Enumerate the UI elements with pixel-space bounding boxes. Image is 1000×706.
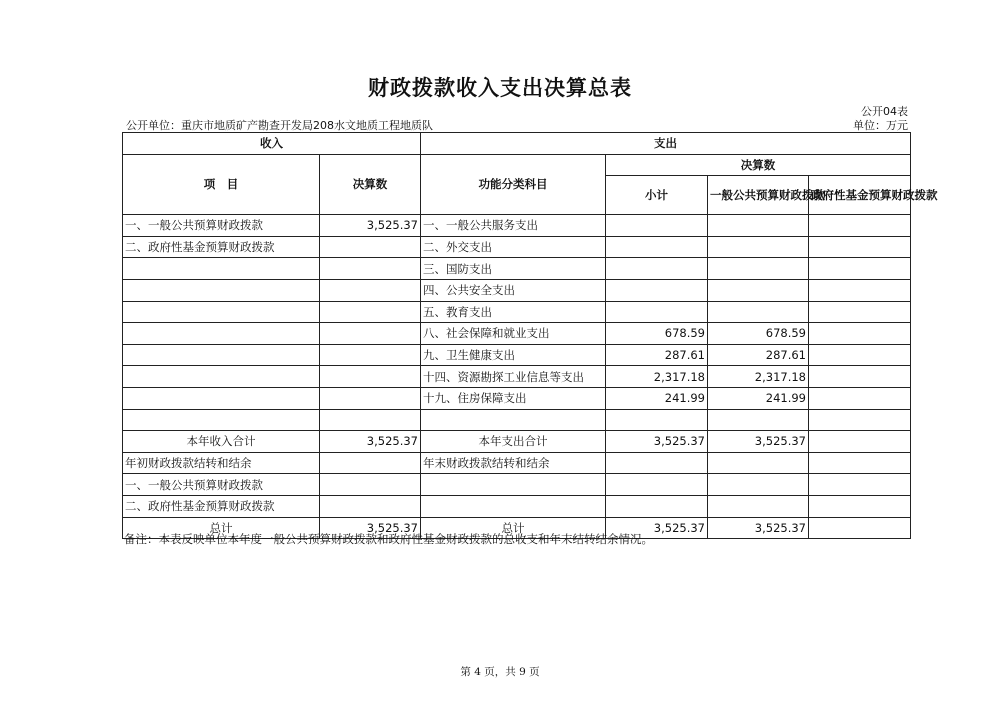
income-amount-cell [320, 279, 421, 301]
income-item-cell [123, 344, 320, 366]
gov-fund-cell [809, 387, 911, 409]
subtotal-cell: 287.61 [606, 344, 708, 366]
general-budget-cell [708, 495, 809, 517]
table-row [123, 409, 911, 431]
income-item-cell [123, 279, 320, 301]
subtotal-header: 小计 [606, 176, 708, 215]
gov-fund-cell [809, 495, 911, 517]
expense-item-cell [421, 409, 606, 431]
income-amount-cell [320, 344, 421, 366]
table-row [123, 323, 911, 345]
income-amount-cell: 3,525.37 [320, 215, 421, 237]
income-item-cell: 年初财政拨款结转和结余 [123, 452, 320, 474]
table-row [123, 258, 911, 280]
table-row [123, 344, 911, 366]
expense-item-cell [421, 495, 606, 517]
gov-fund-cell [809, 236, 911, 258]
table-row [123, 366, 911, 388]
expense-item-cell: 十四、资源勘探工业信息等支出 [421, 366, 606, 388]
income-item-cell [123, 323, 320, 345]
gov-fund-cell [809, 323, 911, 345]
final-amount-expense-header: 决算数 [606, 154, 911, 176]
item-header: 项 目 [123, 154, 320, 215]
gov-fund-cell [809, 344, 911, 366]
income-amount-cell [320, 474, 421, 496]
expense-item-cell: 九、卫生健康支出 [421, 344, 606, 366]
expense-item-cell: 三、国防支出 [421, 258, 606, 280]
income-amount-cell [320, 387, 421, 409]
subtotal-cell [606, 279, 708, 301]
subtotal-cell [606, 474, 708, 496]
subtotal-cell: 241.99 [606, 387, 708, 409]
income-amount-cell [320, 258, 421, 280]
general-budget-cell: 2,317.18 [708, 366, 809, 388]
general-budget-cell [708, 279, 809, 301]
expense-item-cell: 四、公共安全支出 [421, 279, 606, 301]
budget-table [122, 132, 938, 539]
final-amount-header: 决算数 [320, 154, 421, 215]
table-note: 备注：本表反映单位本年度一般公共预算财政拨款和政府性基金财政拨款的总收支和年末结转结余情况。 [124, 532, 653, 546]
income-item-cell [123, 258, 320, 280]
table-row [123, 474, 911, 496]
table-row [123, 236, 911, 258]
expense-item-cell: 本年支出合计 [421, 431, 606, 453]
subtotal-cell [606, 215, 708, 237]
gov-fund-cell [809, 431, 911, 453]
general-budget-cell: 287.61 [708, 344, 809, 366]
income-item-cell: 二、政府性基金预算财政拨款 [123, 495, 320, 517]
income-amount-cell [320, 301, 421, 323]
subtotal-cell [606, 258, 708, 280]
gov-fund-cell [809, 258, 911, 280]
subtotal-cell: 678.59 [606, 323, 708, 345]
form-number: 公开04表 [861, 105, 908, 118]
expense-item-cell: 八、社会保障和就业支出 [421, 323, 606, 345]
table-row [123, 431, 911, 453]
table-row [123, 495, 911, 517]
gov-fund-cell [809, 474, 911, 496]
table-row [123, 279, 911, 301]
table-row [123, 387, 911, 409]
table-row [123, 215, 911, 237]
income-item-cell: 二、政府性基金预算财政拨款 [123, 236, 320, 258]
table-row [123, 301, 911, 323]
reporting-org: 公开单位：重庆市地质矿产勘查开发局208水文地质工程地质队 [126, 119, 433, 132]
subtotal-cell [606, 452, 708, 474]
page-title: 财政拨款收入支出决算总表 [368, 75, 632, 100]
expense-item-cell: 二、外交支出 [421, 236, 606, 258]
general-budget-cell: 3,525.37 [708, 517, 809, 539]
subtotal-cell [606, 236, 708, 258]
income-item-cell [123, 301, 320, 323]
gov-fund-header: 政府性基金预算财政拨款 [809, 176, 911, 215]
general-budget-cell [708, 215, 809, 237]
general-budget-cell [708, 301, 809, 323]
expense-item-cell: 十九、住房保障支出 [421, 387, 606, 409]
subtotal-cell [606, 409, 708, 431]
gov-fund-cell [809, 409, 911, 431]
subtotal-cell [606, 495, 708, 517]
page-footer: 第 4 页，共 9 页 [460, 666, 540, 678]
gov-fund-cell [809, 366, 911, 388]
general-budget-cell: 678.59 [708, 323, 809, 345]
expense-item-cell: 总计 [421, 517, 606, 539]
subtotal-cell: 3,525.37 [606, 517, 708, 539]
subtotal-cell: 2,317.18 [606, 366, 708, 388]
income-item-cell [123, 387, 320, 409]
income-amount-cell [320, 366, 421, 388]
expense-item-cell [421, 474, 606, 496]
general-budget-cell: 241.99 [708, 387, 809, 409]
expense-item-cell: 五、教育支出 [421, 301, 606, 323]
table-row [123, 452, 911, 474]
general-budget-cell [708, 474, 809, 496]
income-amount-cell [320, 323, 421, 345]
gov-fund-cell [809, 279, 911, 301]
gov-fund-cell [809, 301, 911, 323]
expense-header: 支出 [421, 133, 911, 155]
function-subject-header: 功能分类科目 [421, 154, 606, 215]
income-amount-cell [320, 409, 421, 431]
income-item-cell: 本年收入合计 [123, 431, 320, 453]
subtotal-cell: 3,525.37 [606, 431, 708, 453]
income-item-cell: 一、一般公共预算财政拨款 [123, 215, 320, 237]
general-budget-cell [708, 452, 809, 474]
general-budget-header: 一般公共预算财政拨款 [708, 176, 809, 215]
income-item-cell [123, 409, 320, 431]
general-budget-cell: 3,525.37 [708, 431, 809, 453]
income-amount-cell [320, 452, 421, 474]
income-amount-cell: 3,525.37 [320, 517, 421, 539]
general-budget-cell [708, 258, 809, 280]
income-amount-cell [320, 236, 421, 258]
income-amount-cell: 3,525.37 [320, 431, 421, 453]
gov-fund-cell [809, 215, 911, 237]
gov-fund-cell [809, 452, 911, 474]
general-budget-cell [708, 236, 809, 258]
expense-item-cell: 一、一般公共服务支出 [421, 215, 606, 237]
subtotal-cell [606, 301, 708, 323]
gov-fund-cell [809, 517, 911, 539]
income-header: 收入 [123, 133, 421, 155]
income-amount-cell [320, 495, 421, 517]
income-item-cell: 一、一般公共预算财政拨款 [123, 474, 320, 496]
general-budget-cell [708, 409, 809, 431]
income-item-cell: 总计 [123, 517, 320, 539]
income-item-cell [123, 366, 320, 388]
currency-unit: 单位：万元 [853, 119, 908, 132]
expense-item-cell: 年末财政拨款结转和结余 [421, 452, 606, 474]
